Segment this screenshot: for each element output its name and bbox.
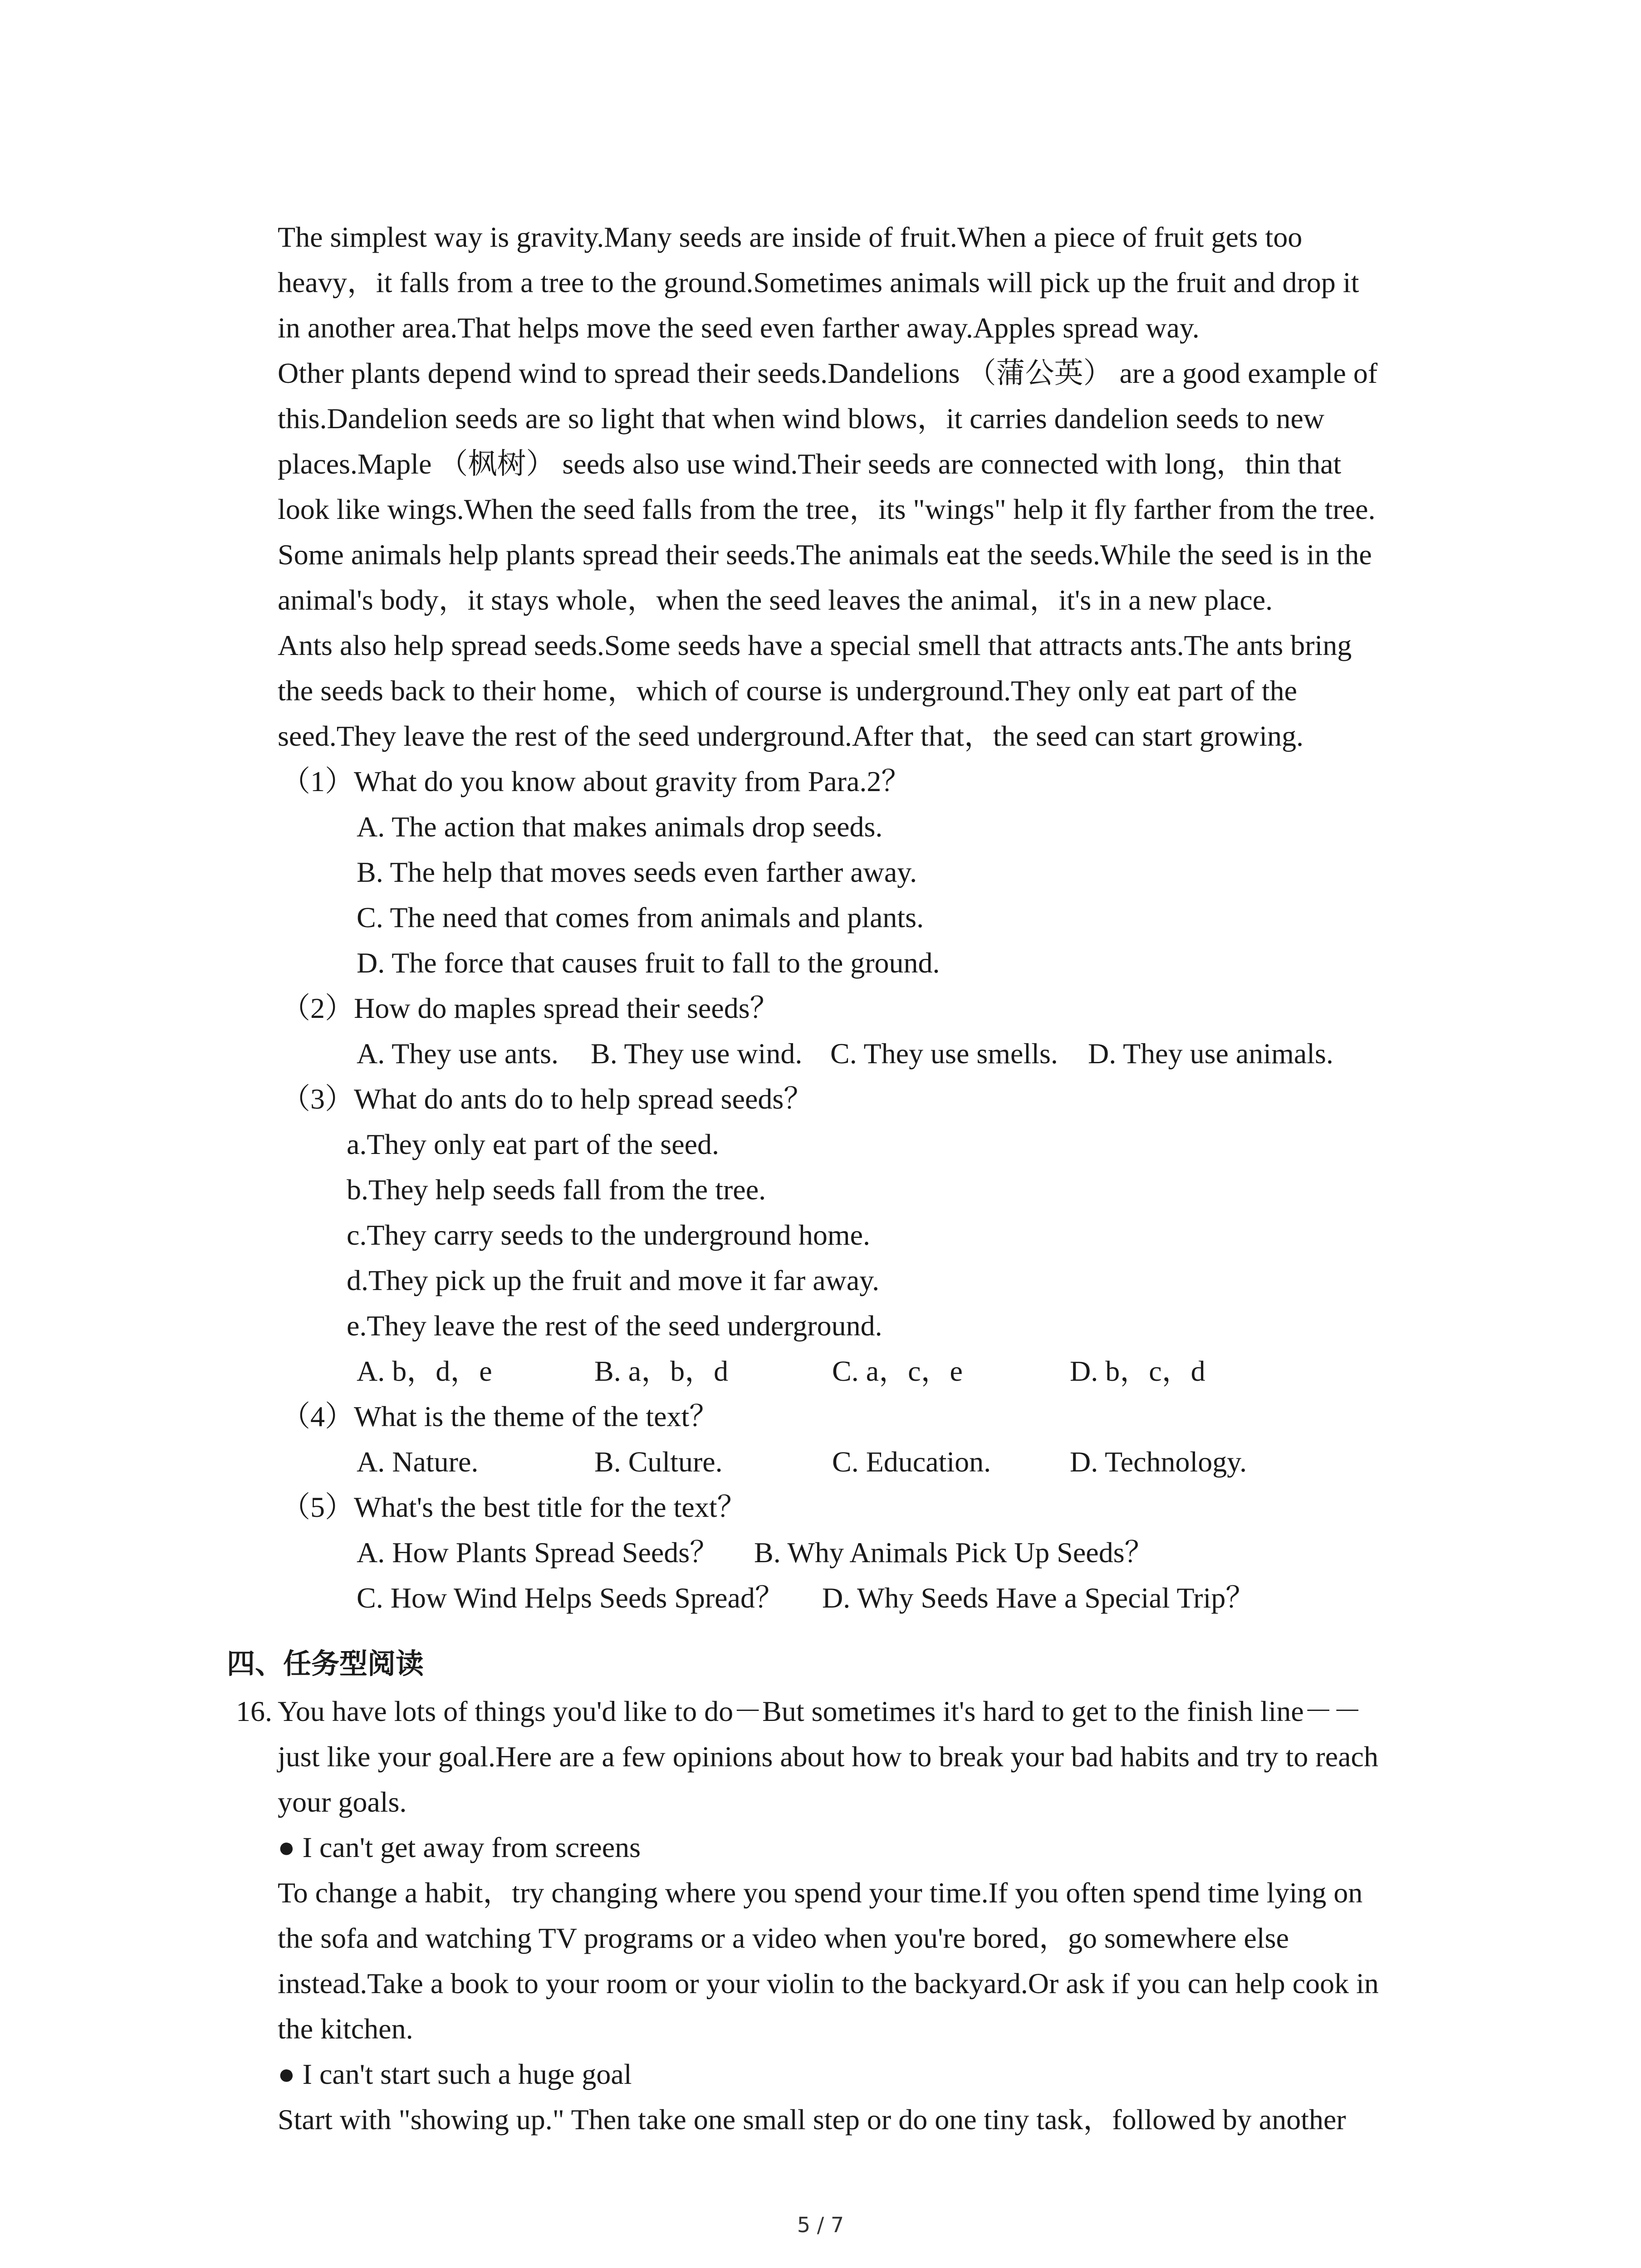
- passage-line: look like wings.When the seed falls from the tree，its "wings" help it fly farther from the tree.: [278, 493, 1376, 525]
- question-3-statement-e: e.They leave the rest of the seed underground.: [347, 1310, 882, 1342]
- passage-line: the seeds back to their home，which of course is underground.They only eat part of the: [278, 675, 1298, 707]
- question-1-option-c: C. The need that comes from animals and plants.: [357, 901, 924, 934]
- question-5-option-b: B. Why Animals Pick Up Seeds？: [754, 1536, 1154, 1569]
- question-4-option-c: C. Education.: [832, 1446, 991, 1478]
- question-5-option-a: A. How Plants Spread Seeds？: [357, 1536, 719, 1569]
- q16-line: your goals.: [278, 1786, 407, 1818]
- question-3-option-c: C. a，c，e: [832, 1355, 963, 1387]
- question-2-option-a: A. They use ants.: [357, 1037, 558, 1070]
- question-5-stem: （5）What's the best title for the text？: [281, 1491, 746, 1523]
- q16-line: just like your goal.Here are a few opinions about how to break your bad habits and try to reach: [278, 1740, 1378, 1773]
- page-number: 5 / 7: [797, 2213, 844, 2237]
- question-1-option-a: A. The action that makes animals drop seeds.: [357, 811, 883, 843]
- passage-line: places.Maple （枫树） seeds also use wind.Their seeds are connected with long，thin that: [278, 448, 1342, 480]
- passage-line: seed.They leave the rest of the seed underground.After that，the seed can start growing.: [278, 720, 1304, 752]
- question-3-statement-b: b.They help seeds fall from the tree.: [347, 1173, 766, 1206]
- question-3-statement-d: d.They pick up the fruit and move it far away.: [347, 1264, 880, 1296]
- question-3-statement-c: c.They carry seeds to the underground home.: [347, 1219, 870, 1251]
- q16-line: You have lots of things you'd like to do－But sometimes it's hard to get to the finish line－－: [278, 1695, 1362, 1727]
- question-1-option-b: B. The help that moves seeds even farther away.: [357, 856, 917, 888]
- section-heading: 四、任务型阅读: [227, 1647, 424, 1680]
- question-4-option-d: D. Technology.: [1070, 1446, 1247, 1478]
- passage-line: The simplest way is gravity.Many seeds are inside of fruit.When a piece of fruit gets too: [278, 221, 1303, 253]
- passage-line: heavy，it falls from a tree to the ground.Sometimes animals will pick up the fruit and drop it: [278, 266, 1359, 298]
- q16-line: the kitchen.: [278, 2013, 413, 2045]
- question-2-option-d: D. They use animals.: [1088, 1037, 1333, 1070]
- question-4-option-b: B. Culture.: [594, 1446, 723, 1478]
- passage-line: Ants also help spread seeds.Some seeds have a special smell that attracts ants.The ants bring: [278, 629, 1352, 661]
- passage-line: in another area.That helps move the seed even farther away.Apples spread way.: [278, 312, 1200, 344]
- question-3-stem: （3）What do ants do to help spread seeds？: [281, 1083, 813, 1115]
- question-4-option-a: A. Nature.: [357, 1446, 479, 1478]
- question-2-stem: （2）How do maples spread their seeds？: [281, 992, 779, 1024]
- question-3-option-a: A. b，d，e: [357, 1355, 492, 1387]
- question-5-option-c: C. How Wind Helps Seeds Spread？: [357, 1582, 784, 1614]
- q16-line: To change a habit，try changing where you spend your time.If you often spend time lying on: [278, 1877, 1363, 1909]
- passage-line: Some animals help plants spread their seeds.The animals eat the seeds.While the seed is in the: [278, 538, 1372, 571]
- question-5-option-d: D. Why Seeds Have a Special Trip？: [822, 1582, 1255, 1614]
- question-1-stem: （1）What do you know about gravity from Para.2？: [281, 765, 911, 797]
- question-2-option-b: B. They use wind.: [591, 1037, 803, 1070]
- passage-line: animal's body，it stays whole，when the seed leaves the animal，it's in a new place.: [278, 584, 1273, 616]
- q16-line: Start with "showing up." Then take one small step or do one tiny task，followed by another: [278, 2103, 1346, 2136]
- passage-line: this.Dandelion seeds are so light that when wind blows，it carries dandelion seeds to new: [278, 402, 1325, 435]
- question-4-stem: （4）What is the theme of the text？: [281, 1400, 719, 1432]
- question-3-statement-a: a.They only eat part of the seed.: [347, 1128, 719, 1160]
- question-1-option-d: D. The force that causes fruit to fall to the ground.: [357, 947, 940, 979]
- q16-bullet-heading: ● I can't start such a huge goal: [278, 2058, 632, 2090]
- q16-bullet-heading: ● I can't get away from screens: [278, 1831, 641, 1863]
- question-3-option-b: B. a，b，d: [594, 1355, 729, 1387]
- q16-line: instead.Take a book to your room or your violin to the backyard.Or ask if you can help cook in: [278, 1967, 1379, 1999]
- q16-line: the sofa and watching TV programs or a video when you're bored，go somewhere else: [278, 1922, 1289, 1954]
- question-2-option-c: C. They use smells.: [830, 1037, 1058, 1070]
- question-16-number: 16.: [236, 1695, 272, 1727]
- question-3-option-d: D. b，c，d: [1070, 1355, 1205, 1387]
- passage-line: Other plants depend wind to spread their seeds.Dandelions （蒲公英） are a good example of: [278, 357, 1378, 389]
